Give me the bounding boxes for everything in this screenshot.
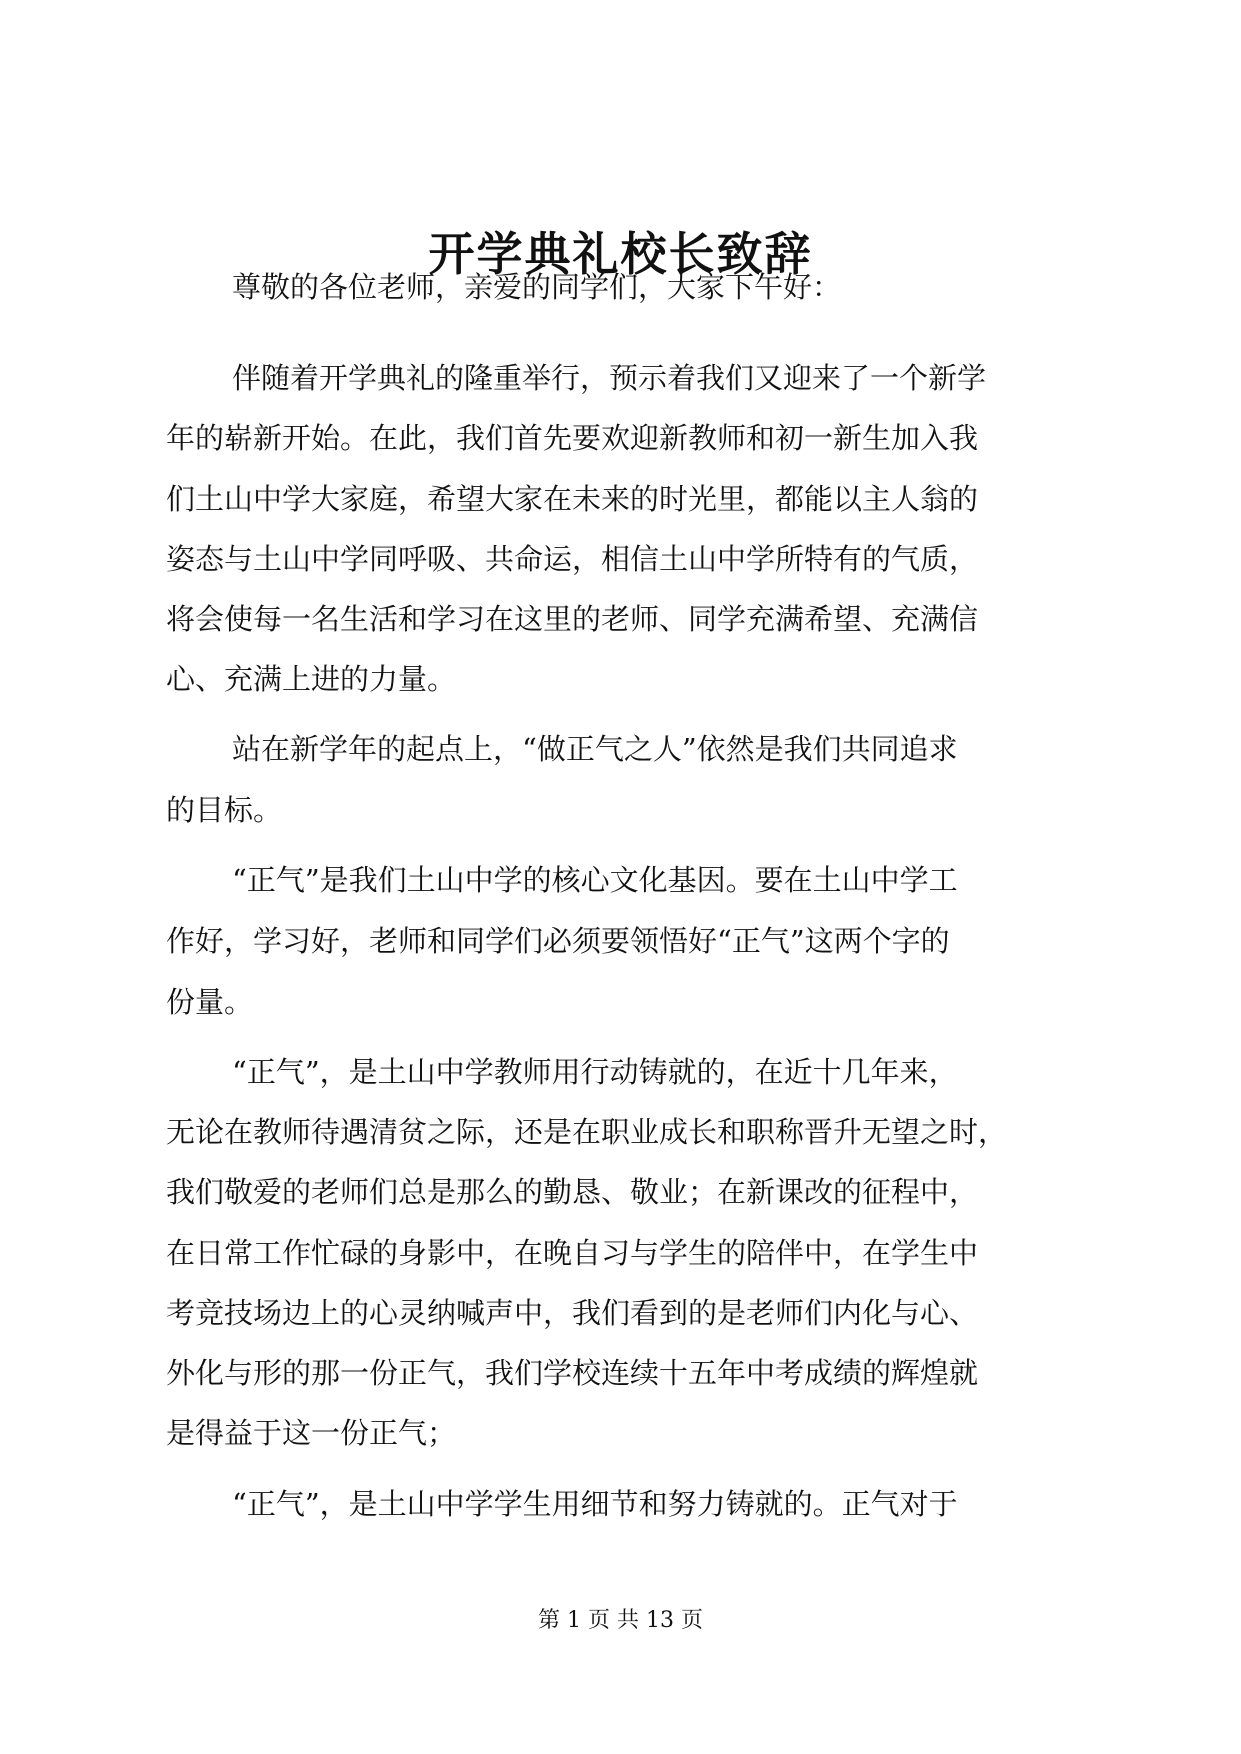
paragraph-line: 是得益于这一份正气；	[166, 1416, 457, 1450]
paragraph-line: “正气”是我们土山中学的核心文化基因。要在土山中学工	[232, 863, 958, 897]
paragraph-line: 姿态与土山中学同呼吸、共命运，相信土山中学所特有的气质，	[166, 542, 979, 576]
paragraph-line: “正气”，是土山中学学生用细节和努力铸就的。正气对于	[232, 1487, 958, 1521]
paragraph-line: 外化与形的那一份正气，我们学校连续十五年中考成绩的辉煌就	[166, 1356, 979, 1390]
page-number: 第 1 页 共 13 页	[538, 1608, 703, 1633]
paragraph-line: 站在新学年的起点上，“做正气之人”依然是我们共同追求	[232, 732, 958, 766]
paragraph-line: 在日常工作忙碌的身影中，在晚自习与学生的陪伴中，在学生中	[166, 1236, 979, 1270]
paragraph-line: 作好，学习好，老师和同学们必须要领悟好“正气”这两个字的	[166, 924, 950, 958]
paragraph-line: 尊敬的各位老师，亲爱的同学们，大家下午好：	[232, 270, 842, 304]
paragraph-line: 我们敬爱的老师们总是那么的勤恳、敬业；在新课改的征程中，	[166, 1175, 979, 1209]
paragraph-line: 将会使每一名生活和学习在这里的老师、同学充满希望、充满信	[166, 602, 979, 636]
paragraph-line: 无论在教师待遇清贫之际，还是在职业成长和职称晋升无望之时，	[166, 1115, 1008, 1149]
paragraph-line: 的目标。	[166, 793, 283, 827]
paragraph-line: “正气”，是土山中学教师用行动铸就的，在近十几年来，	[232, 1055, 958, 1089]
paragraph-line: 份量。	[166, 985, 254, 1019]
paragraph-line: 们土山中学大家庭，希望大家在未来的时光里，都能以主人翁的	[166, 482, 979, 516]
paragraph-line: 年的崭新开始。在此，我们首先要欢迎新教师和初一新生加入我	[166, 421, 979, 455]
paragraph-line: 伴随着开学典礼的隆重举行，预示着我们又迎来了一个新学	[232, 361, 987, 395]
paragraph-line: 考竞技场边上的心灵纳喊声中，我们看到的是老师们内化与心、	[166, 1296, 979, 1330]
paragraph-line: 心、充满上进的力量。	[166, 662, 457, 696]
document-title: 开学典礼校长致辞	[428, 227, 813, 281]
